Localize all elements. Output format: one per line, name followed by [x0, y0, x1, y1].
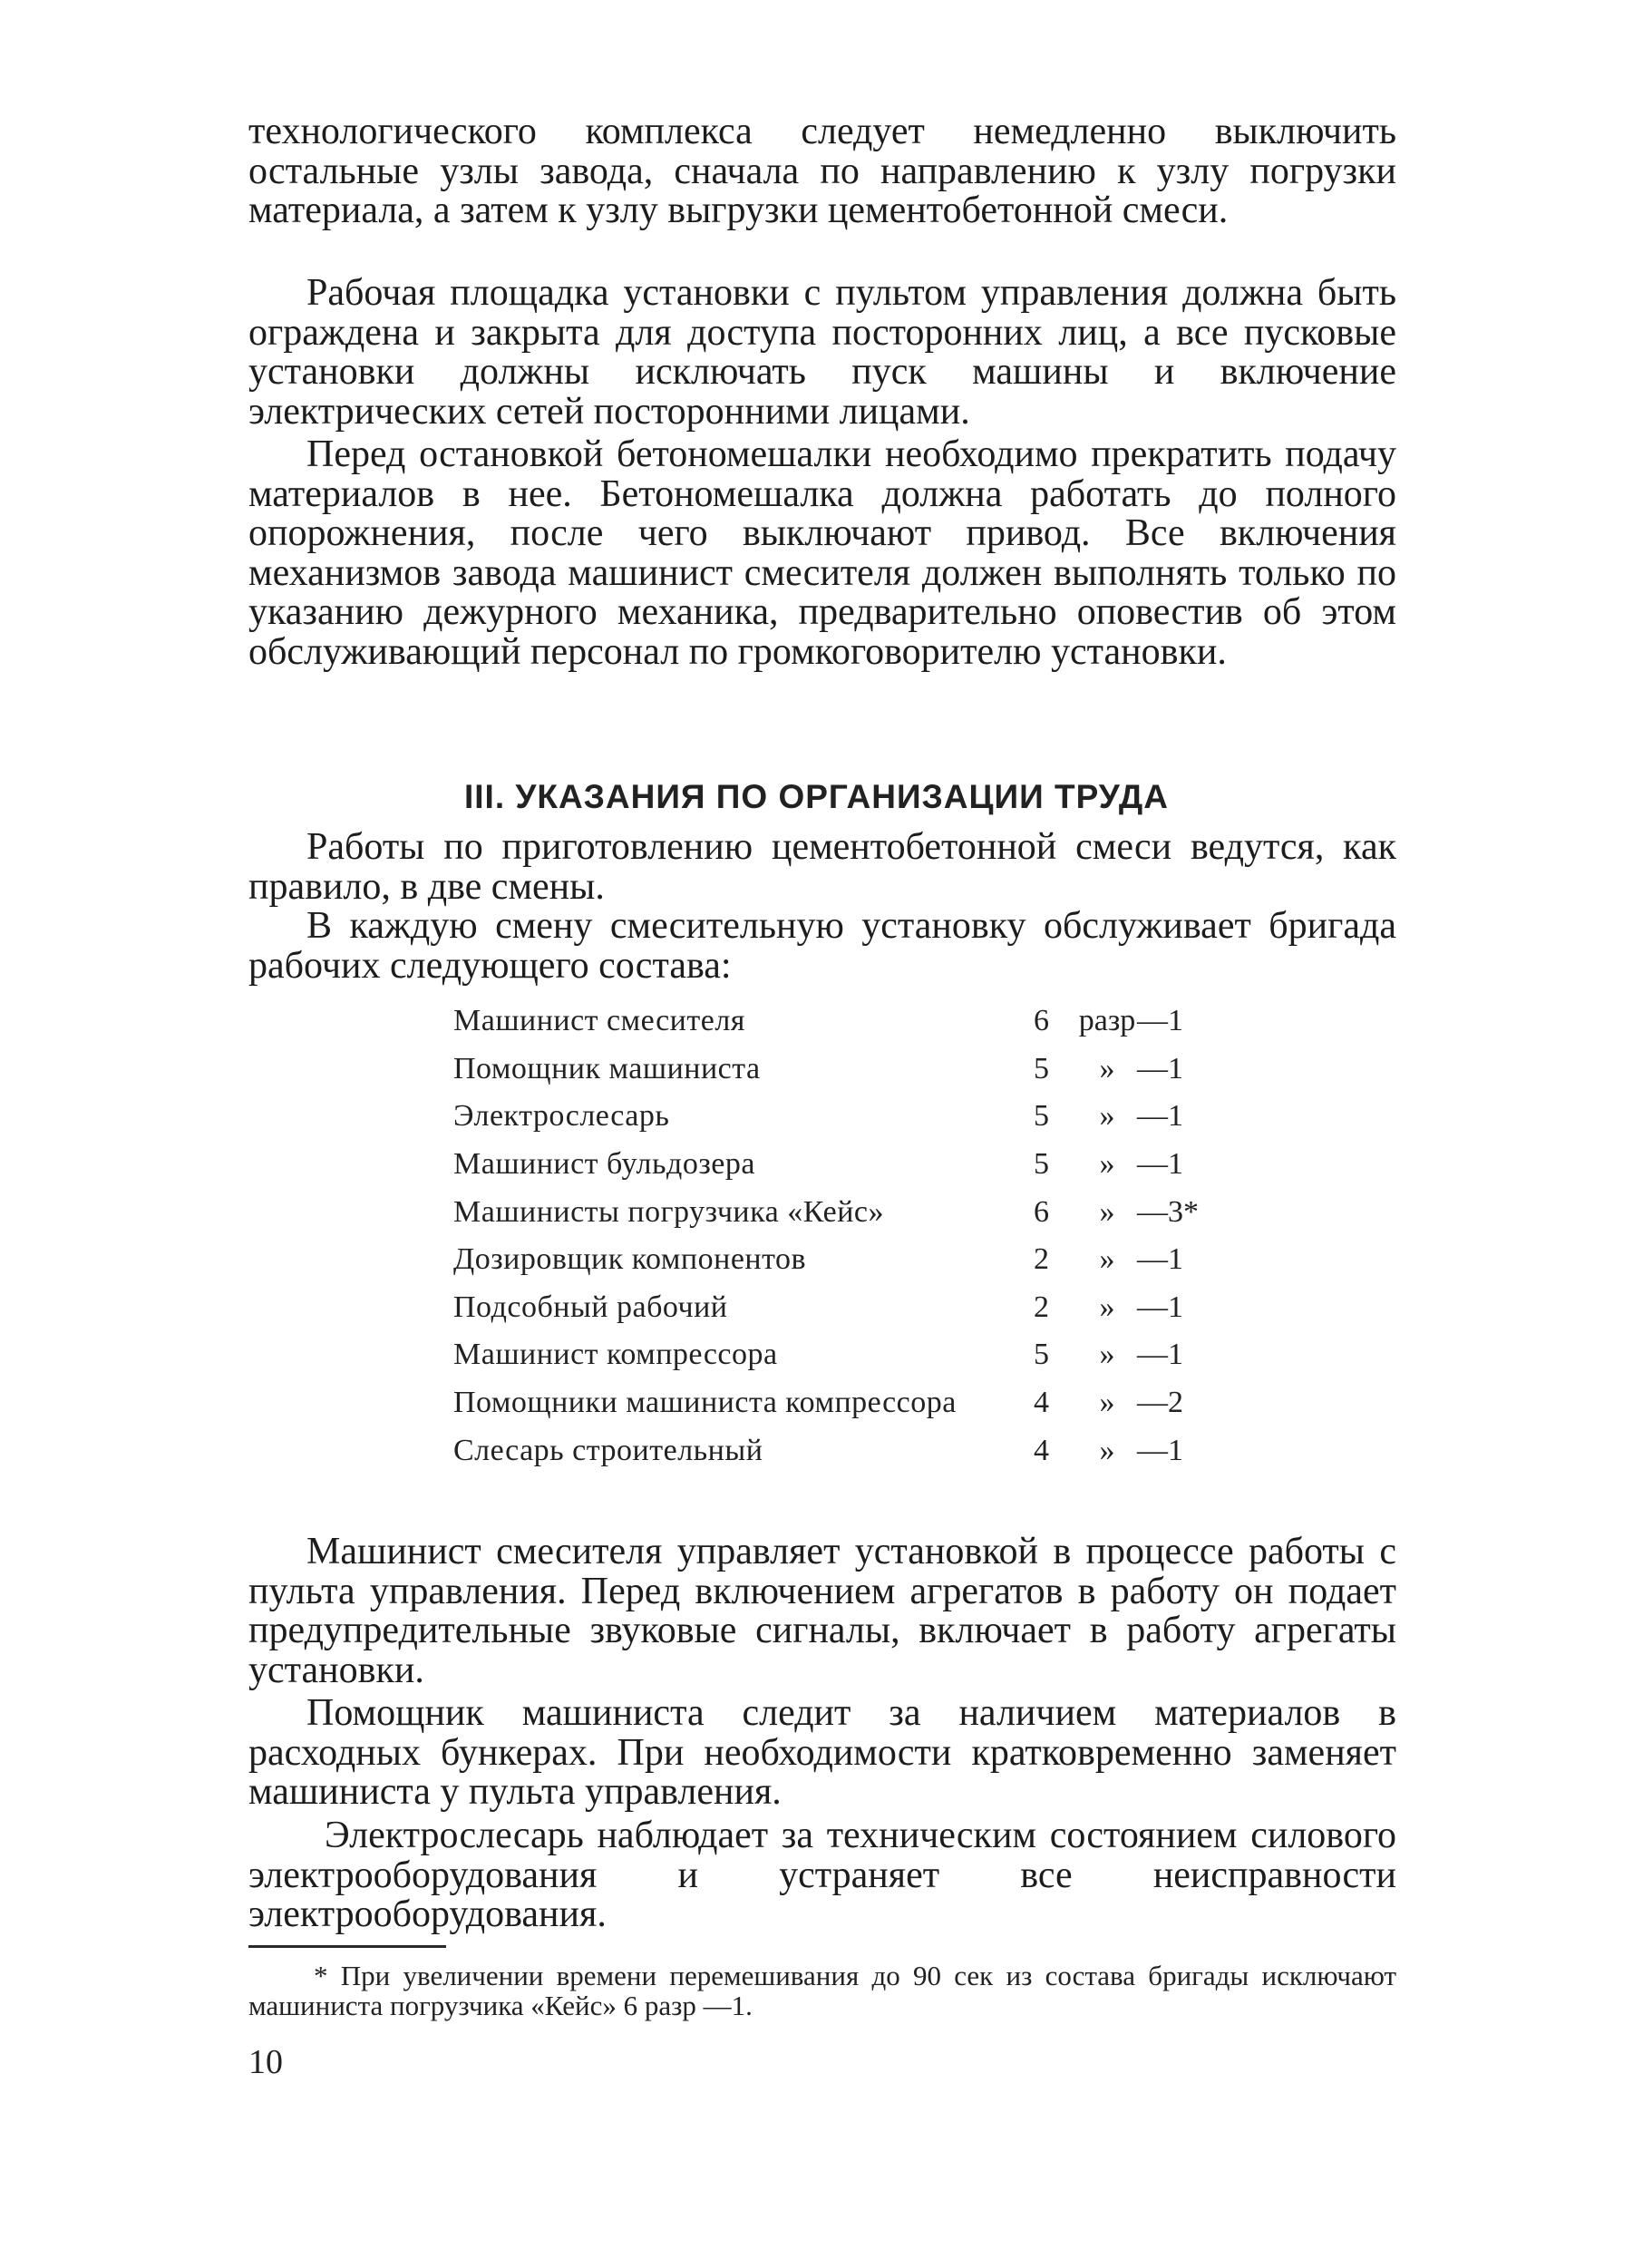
table-row: [453, 1379, 1210, 1427]
crew-grade: 4: [1034, 1386, 1049, 1420]
crew-grade: 6: [1034, 1004, 1049, 1038]
crew-count: —1: [1137, 1051, 1183, 1085]
crew-role: Машинист компрессора: [453, 1338, 778, 1372]
table-row: [453, 1093, 1210, 1141]
crew-count: —2: [1137, 1386, 1183, 1420]
section-heading: III. УКАЗАНИЯ ПО ОРГАНИЗАЦИИ ТРУДА: [464, 778, 1169, 815]
table-row: [453, 1426, 1210, 1475]
crew-grade-unit: »: [1099, 1051, 1115, 1085]
crew-role: Дозировщик компонентов: [453, 1242, 807, 1277]
paragraph-operator-duties: Машинист смесителя управляет установкой в процессе работы с пульта управления. Перед включением агрегатов в работу он подает предупредительные звуковые сигналы, включает в работу агрегаты установки.: [248, 1531, 1396, 1691]
crew-grade-unit: »: [1099, 1194, 1115, 1229]
crew-count: —1: [1137, 1290, 1183, 1324]
crew-grade: 5: [1034, 1099, 1049, 1134]
crew-table: [453, 998, 1210, 1475]
table-row: [453, 1284, 1210, 1332]
crew-grade-unit: »: [1099, 1099, 1115, 1134]
table-row: [453, 1141, 1210, 1189]
table-row: [453, 998, 1210, 1046]
paragraph-electrician-duties: Электрослесарь наблюдает за техническим состоянием силового электрооборудования и устраняет все неисправности электрооборудования.: [248, 1815, 1396, 1935]
crew-grade: 5: [1034, 1147, 1049, 1182]
crew-grade: 6: [1034, 1194, 1049, 1229]
paragraph-shifts: Работы по приготовлению цементобетонной смеси ведутся, как правило, в две смены.: [248, 826, 1396, 908]
crew-count: —1: [1137, 1004, 1183, 1038]
footnote-divider: [248, 1945, 446, 1948]
crew-count: —1: [1137, 1338, 1183, 1372]
table-row: [453, 1188, 1210, 1236]
crew-grade: 5: [1034, 1338, 1049, 1372]
crew-grade-unit: »: [1099, 1338, 1115, 1372]
crew-role: Машинист бульдозера: [453, 1147, 755, 1182]
page-number: 10: [248, 2043, 283, 2081]
crew-role: Слесарь строительный: [453, 1433, 763, 1467]
table-row: [453, 1236, 1210, 1284]
crew-role: Помощник машиниста: [453, 1051, 761, 1085]
footnote: * При увеличении времени перемешивания до 90 сек из состава бригады исключают машиниста погрузчика «Кейс» 6 разр —1.: [248, 1960, 1396, 2021]
table-row: [453, 1046, 1210, 1094]
crew-grade-unit: »: [1099, 1433, 1115, 1467]
crew-grade-unit: »: [1099, 1147, 1115, 1182]
table-row: [453, 1331, 1210, 1379]
crew-role: Помощники машиниста компрессора: [453, 1386, 957, 1420]
crew-count: —1: [1137, 1147, 1183, 1182]
crew-grade-unit: разр: [1078, 1004, 1136, 1038]
crew-grade: 4: [1034, 1433, 1049, 1467]
paragraph-shutdown-order: технологического комплекса следует немедленно выключить остальные узлы завода, сначала по направлению к узлу погрузки материала, а затем к узлу выгрузки цементобетонной смеси.: [248, 111, 1396, 231]
crew-grade: 2: [1034, 1242, 1049, 1277]
crew-count: —1: [1137, 1099, 1183, 1134]
paragraph-workplace-fencing: Рабочая площадка установки с пультом управления должна быть ограждена и закрыта для доступа посторонних лиц, а все пусковые установки должны исключать пуск машины и включение электрических сетей посторонними лицами.: [248, 272, 1396, 433]
crew-grade: 5: [1034, 1051, 1049, 1085]
crew-role: Электрослесарь: [453, 1099, 670, 1134]
crew-grade: 2: [1034, 1290, 1049, 1324]
crew-count: —1: [1137, 1433, 1183, 1467]
crew-role: Машинист смесителя: [453, 1004, 745, 1038]
paragraph-crew-intro: В каждую смену смесительную установку обслуживает бригада рабочих следующего состава:: [248, 905, 1396, 987]
crew-count: —3*: [1137, 1194, 1199, 1229]
paragraph-assistant-duties: Помощник машиниста следит за наличием материалов в расходных бункерах. При необходимости кратковременно заменяет машиниста у пульта управления.: [248, 1692, 1396, 1813]
crew-role: Машинисты погрузчика «Кейс»: [453, 1194, 884, 1229]
crew-role: Подсобный рабочий: [453, 1290, 728, 1324]
crew-grade-unit: »: [1099, 1242, 1115, 1277]
crew-grade-unit: »: [1099, 1290, 1115, 1324]
crew-grade-unit: »: [1099, 1386, 1115, 1420]
crew-count: —1: [1137, 1242, 1183, 1277]
paragraph-mixer-stop-procedure: Перед остановкой бетономешалки необходимо прекратить подачу материалов в нее. Бетономешалка должна работать до полного опорожнения, после чего выключают привод. Все включения механизмов завода машинист смесителя должен выполнять только по указанию дежурного механика, предварительно оповестив об этом обслуживающий персонал по громкоговорителю установки.: [248, 433, 1396, 673]
